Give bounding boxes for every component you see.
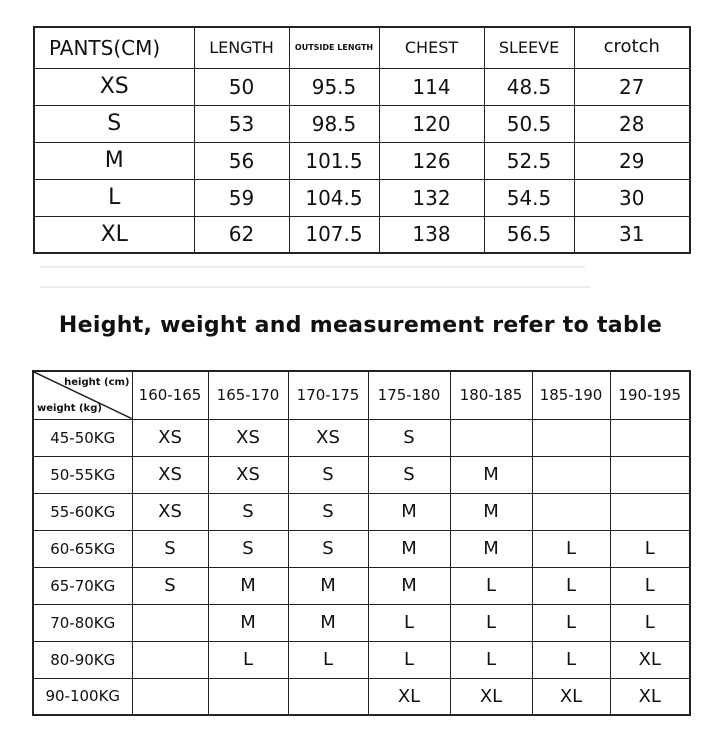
recommended-size-cell: L <box>368 641 450 678</box>
recommended-size-cell: XS <box>288 419 368 456</box>
pants-corner-label: PANTS(CM) <box>34 27 194 68</box>
outside-length-value: 104.5 <box>289 179 379 216</box>
table-row <box>33 604 690 641</box>
crotch-value: 30 <box>574 179 690 216</box>
recommended-size-cell: L <box>610 567 690 604</box>
column-header-chest: CHEST <box>379 27 484 68</box>
height-range-header: 190-195 <box>610 371 690 419</box>
column-header-length: LENGTH <box>194 27 289 68</box>
recommended-size-cell: L <box>450 604 532 641</box>
recommended-size-cell <box>532 456 610 493</box>
sleeve-value: 54.5 <box>484 179 574 216</box>
recommended-size-cell: XL <box>368 678 450 715</box>
fit-table-body <box>33 419 690 715</box>
outside-length-value: 98.5 <box>289 105 379 142</box>
recommended-size-cell: XL <box>610 678 690 715</box>
recommended-size-cell: XS <box>132 493 208 530</box>
recommended-size-cell <box>532 419 610 456</box>
height-range-header: 170-175 <box>288 371 368 419</box>
recommended-size-cell: L <box>368 604 450 641</box>
table-row <box>34 68 690 105</box>
recommended-size-cell: S <box>288 530 368 567</box>
recommended-size-cell: M <box>450 493 532 530</box>
weight-range-label: 45-50KG <box>33 419 132 456</box>
weight-range-label: 90-100KG <box>33 678 132 715</box>
recommended-size-cell <box>288 678 368 715</box>
table-row <box>33 530 690 567</box>
outside-length-value: 107.5 <box>289 216 379 253</box>
outside-length-value: 101.5 <box>289 142 379 179</box>
table-row <box>33 456 690 493</box>
size-label: S <box>34 105 194 142</box>
recommended-size-cell: S <box>208 493 288 530</box>
weight-range-label: 65-70KG <box>33 567 132 604</box>
recommended-size-cell: XL <box>450 678 532 715</box>
recommended-size-cell: L <box>532 530 610 567</box>
weight-range-label: 50-55KG <box>33 456 132 493</box>
height-range-header: 175-180 <box>368 371 450 419</box>
recommended-size-cell: S <box>288 493 368 530</box>
sleeve-value: 50.5 <box>484 105 574 142</box>
fit-chart-title: Height, weight and measurement refer to table <box>58 313 663 338</box>
recommended-size-cell <box>610 493 690 530</box>
recommended-size-cell: M <box>288 567 368 604</box>
height-range-header: 165-170 <box>208 371 288 419</box>
size-label: XS <box>34 68 194 105</box>
recommended-size-cell <box>132 678 208 715</box>
recommended-size-cell: S <box>368 456 450 493</box>
sleeve-value: 52.5 <box>484 142 574 179</box>
recommended-size-cell: S <box>288 456 368 493</box>
weight-range-label: 80-90KG <box>33 641 132 678</box>
recommended-size-cell: L <box>208 641 288 678</box>
recommended-size-cell: XS <box>208 456 288 493</box>
chest-value: 132 <box>379 179 484 216</box>
recommended-size-cell: L <box>450 641 532 678</box>
chest-value: 126 <box>379 142 484 179</box>
faint-divider <box>40 266 585 268</box>
table-row <box>34 105 690 142</box>
table-row <box>33 493 690 530</box>
recommended-size-cell <box>610 419 690 456</box>
recommended-size-cell <box>208 678 288 715</box>
length-value: 53 <box>194 105 289 142</box>
recommended-size-cell: L <box>532 641 610 678</box>
recommended-size-cell: M <box>368 530 450 567</box>
recommended-size-cell: L <box>610 530 690 567</box>
table-row <box>33 567 690 604</box>
recommended-size-cell: L <box>610 604 690 641</box>
recommended-size-cell: M <box>368 493 450 530</box>
recommended-size-cell: M <box>208 604 288 641</box>
recommended-size-cell: XS <box>132 456 208 493</box>
recommended-size-cell: S <box>132 530 208 567</box>
recommended-size-cell: XS <box>132 419 208 456</box>
column-header-sleeve: SLEEVE <box>484 27 574 68</box>
weight-axis-label: weight (kg) <box>37 402 102 414</box>
fit-header-row <box>33 371 690 419</box>
recommended-size-cell: S <box>368 419 450 456</box>
table-row <box>33 419 690 456</box>
recommended-size-cell: M <box>288 604 368 641</box>
faint-divider <box>40 286 590 288</box>
height-weight-fit-table <box>32 370 691 716</box>
recommended-size-cell <box>132 641 208 678</box>
pants-size-table <box>33 26 691 254</box>
recommended-size-cell: XL <box>610 641 690 678</box>
sleeve-value: 56.5 <box>484 216 574 253</box>
recommended-size-cell: S <box>132 567 208 604</box>
recommended-size-cell: L <box>532 567 610 604</box>
height-range-header: 160-165 <box>132 371 208 419</box>
table-row <box>34 142 690 179</box>
size-label: L <box>34 179 194 216</box>
length-value: 50 <box>194 68 289 105</box>
column-header-outside-length: OUTSIDE LENGTH <box>289 27 379 68</box>
height-axis-label: height (cm) <box>64 377 130 388</box>
recommended-size-cell <box>610 456 690 493</box>
recommended-size-cell <box>450 419 532 456</box>
chest-value: 138 <box>379 216 484 253</box>
crotch-value: 31 <box>574 216 690 253</box>
weight-range-label: 60-65KG <box>33 530 132 567</box>
recommended-size-cell: L <box>450 567 532 604</box>
recommended-size-cell <box>532 493 610 530</box>
recommended-size-cell: XS <box>208 419 288 456</box>
crotch-value: 28 <box>574 105 690 142</box>
recommended-size-cell: M <box>368 567 450 604</box>
crotch-value: 27 <box>574 68 690 105</box>
recommended-size-cell: M <box>450 456 532 493</box>
recommended-size-cell: M <box>450 530 532 567</box>
recommended-size-cell: L <box>288 641 368 678</box>
fit-corner-cell <box>33 371 132 419</box>
length-value: 56 <box>194 142 289 179</box>
column-header-crotch: crotch <box>574 27 690 68</box>
sleeve-value: 48.5 <box>484 68 574 105</box>
table-row <box>33 678 690 715</box>
recommended-size-cell: L <box>532 604 610 641</box>
weight-range-label: 70-80KG <box>33 604 132 641</box>
table-row <box>34 216 690 253</box>
height-range-header: 180-185 <box>450 371 532 419</box>
recommended-size-cell: S <box>208 530 288 567</box>
chest-value: 114 <box>379 68 484 105</box>
chest-value: 120 <box>379 105 484 142</box>
weight-range-label: 55-60KG <box>33 493 132 530</box>
pants-header-row <box>34 27 690 68</box>
table-row <box>34 179 690 216</box>
length-value: 62 <box>194 216 289 253</box>
length-value: 59 <box>194 179 289 216</box>
recommended-size-cell: M <box>208 567 288 604</box>
recommended-size-cell <box>132 604 208 641</box>
table-row <box>33 641 690 678</box>
outside-length-value: 95.5 <box>289 68 379 105</box>
height-range-header: 185-190 <box>532 371 610 419</box>
crotch-value: 29 <box>574 142 690 179</box>
size-label: M <box>34 142 194 179</box>
recommended-size-cell: XL <box>532 678 610 715</box>
size-label: XL <box>34 216 194 253</box>
